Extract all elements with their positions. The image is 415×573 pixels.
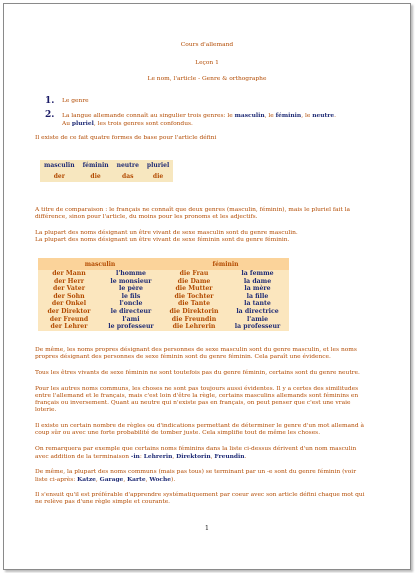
articles-intro: Il existe de ce fait quatre formes de base pour l'article défini bbox=[35, 135, 217, 141]
masc-french-column: l'homme le monsieur le père le fils l'oncle le directeur l'ami le professeur bbox=[108, 270, 154, 331]
masc-german-column: der Mann der Herr der Vater der Sohn der Onkel der Direktor der Freund der Lehrer bbox=[47, 270, 91, 331]
clues-line-1: Il existe un certain nombre de règles ou d'indications permettant de déterminer le genre d'un mot allemand à bbox=[35, 423, 365, 429]
header-pluriel: pluriel bbox=[146, 162, 170, 169]
article-die: die bbox=[90, 173, 101, 180]
fem-german-column: die Frau die Dame die Mutter die Tochter die Tante die Direktorin die Freundin die Lehrerin bbox=[169, 270, 219, 331]
document-page bbox=[3, 3, 411, 570]
plural-line: Au pluriel, les trois genres sont confondus. bbox=[62, 120, 193, 127]
section-1-number: 1. bbox=[45, 96, 55, 106]
derived-line-2: avec addition de la terminaison -in: Lehrerin, Direktorin, Freundin. bbox=[35, 453, 247, 460]
page-number: 1 bbox=[204, 524, 210, 532]
header-feminin: féminin bbox=[82, 162, 109, 169]
animals-line: Tous les êtres vivants de sexe féminin ne sont toutefois pas du genre féminin, certains sont du genre neutre. bbox=[35, 370, 360, 376]
rule-line-2: propres désignant des personnes de sexe féminin sont du genre féminin. Cela paraît une évidence. bbox=[35, 354, 331, 360]
things-line-1: Pour les autres noms communs, les choses ne sont pas toujours aussi évidentes. Il y a certes des similitudes bbox=[35, 386, 359, 392]
designate-line-2: La plupart des noms désignant un être vivant de sexe féminin sont du genre féminin. bbox=[35, 237, 290, 243]
learn-line-1: Il s'ensuit qu'il est préférable d'apprendre systématiquement par coeur avec son article défini chaque mot qui bbox=[35, 492, 365, 498]
nouns-table bbox=[38, 258, 289, 331]
designate-line-1: La plupart des noms désignant un être vivant de sexe masculin sont du genre masculin. bbox=[35, 230, 298, 236]
article-das: das bbox=[122, 173, 134, 180]
article-der: der bbox=[53, 173, 65, 180]
articles-table bbox=[40, 160, 173, 182]
rule-line-1: De même, les noms propres désignant des personnes de sexe masculin sont du genre masculin, et les noms bbox=[35, 347, 357, 353]
section-1-title: Le genre bbox=[62, 98, 89, 104]
course-title: Cours d'allemand bbox=[180, 42, 234, 48]
lesson-title: Leçon 1 bbox=[195, 60, 219, 66]
lesson-subtitle: Le nom, l'article - Genre & orthographe bbox=[147, 76, 267, 82]
nouns-header-feminin: féminin bbox=[162, 258, 289, 270]
learn-line-2: ne relève pas d'une règle simple et courante. bbox=[35, 499, 171, 505]
things-line-3: français ou inversement. Quant au neutre qui n'existe pas en français, on peut penser que c'est une vraie bbox=[35, 400, 351, 406]
compare-line-1: A titre de comparaison : le français ne connaît que deux genres (masculin, féminin), mais le pluriel fait la bbox=[35, 207, 351, 213]
e-ending-line-1: De même, la plupart des noms communs (mais pas tous) se terminant par un -e sont du genre féminin (voir bbox=[35, 469, 357, 475]
header-neutre: neutre bbox=[116, 162, 139, 169]
e-ending-line-2: liste ci-après: Katze, Garage, Karte, Woche). bbox=[35, 476, 176, 483]
section-2-number: 2. bbox=[45, 110, 55, 120]
clues-line-2: coup sûr ou avec une forte probabilité de tomber juste. Cela simplifie tout de même les choses. bbox=[35, 430, 321, 436]
nouns-header-masculin: masculin bbox=[38, 258, 162, 270]
compare-line-2: différence, sinon pour l'article, du moins pour les pronoms et les adjectifs. bbox=[35, 214, 258, 220]
things-line-2: entre l'allemand et le français, mais c'est loin d'être la règle, certains masculins allemands sont féminins en bbox=[35, 393, 359, 399]
header-masculin: masculin bbox=[44, 162, 75, 169]
fem-french-column: la femme la dame la mère la fille la tante la directrice l'amie la professeur bbox=[234, 270, 281, 331]
things-line-4: loterie. bbox=[35, 407, 57, 413]
article-die-plural: die bbox=[152, 173, 164, 180]
genres-line: La langue allemande connaît au singulier trois genres: le masculin, le féminin, le neutre. bbox=[62, 112, 336, 119]
derived-line-1: On remarquera par exemple que certains noms féminins dans la liste ci-dessus dérivent d'un nom masculin bbox=[35, 446, 357, 452]
